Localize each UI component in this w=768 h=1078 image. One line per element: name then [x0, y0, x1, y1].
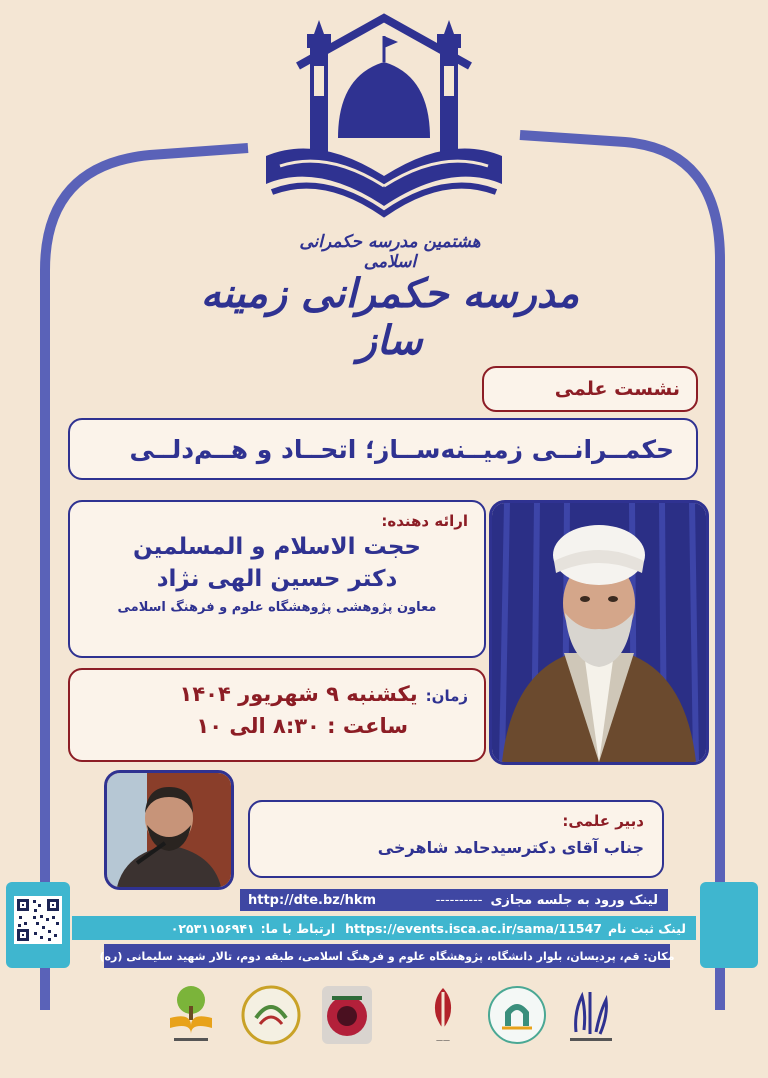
arch-logo — [486, 982, 548, 1048]
red-circle-logo — [316, 982, 378, 1048]
location-bar — [99, 944, 675, 968]
qr-code[interactable] — [14, 896, 62, 944]
contact-phone[interactable]: ۰۲۵۳۱۱۵۶۹۴۱ — [170, 920, 255, 936]
registration-bar[interactable] — [72, 916, 696, 940]
event-title: مدرسه حکمرانی زمینه ساز — [200, 270, 580, 364]
session-date: یکشنبه ۹ شهریور ۱۴۰۴ — [179, 682, 418, 706]
presenter-position: معاون پژوهشی پژوهشگاه علوم و فرهنگ اسلامی — [117, 600, 437, 615]
presenter-photo — [489, 500, 709, 765]
register-label: لینک ثبت نام — [608, 920, 686, 936]
secretary-photo — [104, 770, 234, 890]
topic-box — [68, 418, 698, 480]
teal-accent-right — [700, 882, 758, 968]
schedule-box — [68, 668, 486, 762]
contact-label: ارتباط با ما: — [260, 920, 336, 936]
presenter-name: دکتر حسین الهی نژاد — [156, 566, 398, 592]
location-text: مکان: قم، پردیسان، بلوار دانشگاه، پژوهشگاه علوم و فرهنگ اسلامی، طبقه دوم، تالار شهید سلیمانی (ره) — [99, 949, 675, 963]
session-type: نشست علمی — [554, 378, 680, 400]
svg-text:——: —— — [436, 1036, 450, 1044]
book-tree-logo — [160, 982, 222, 1048]
virtual-link-bar[interactable] — [240, 889, 668, 911]
virtual-link-label: لینک ورود به جلسه مجازی — [490, 892, 658, 908]
presenter-box — [68, 500, 486, 658]
secretary-label: دبیر علمی: — [562, 812, 644, 830]
session-time: ساعت : ۸:۳۰ الی ۱۰ — [196, 714, 408, 738]
register-url[interactable]: https://events.isca.ac.ir/sama/11547 — [345, 920, 603, 936]
secretary-box — [248, 800, 664, 878]
mosque-book-emblem — [258, 6, 510, 228]
virtual-link-dashes: ---------- — [435, 892, 483, 908]
presenter-honorific: حجت الاسلام و المسلمین — [132, 534, 421, 560]
session-type-box — [482, 366, 698, 412]
qr-code-panel — [6, 882, 70, 968]
presenter-label: ارائه دهنده: — [381, 512, 468, 530]
date-label: زمان: — [425, 687, 468, 705]
virtual-link-url[interactable]: http://dte.bz/hkm — [248, 892, 377, 908]
iran-emblem-logo — [410, 982, 476, 1048]
circular-emblem-logo — [240, 982, 302, 1048]
secretary-name: جناب آقای دکترسیدحامد شاهرخی — [377, 838, 644, 857]
session-topic: حکمــرانــی زمیــنه‌ســاز؛ اتحــاد و هــم‌دلــی — [129, 434, 674, 464]
event-subtitle: هشتمین مدرسه حکمرانی اسلامی — [299, 232, 481, 272]
calligraphy-logo — [560, 982, 622, 1048]
